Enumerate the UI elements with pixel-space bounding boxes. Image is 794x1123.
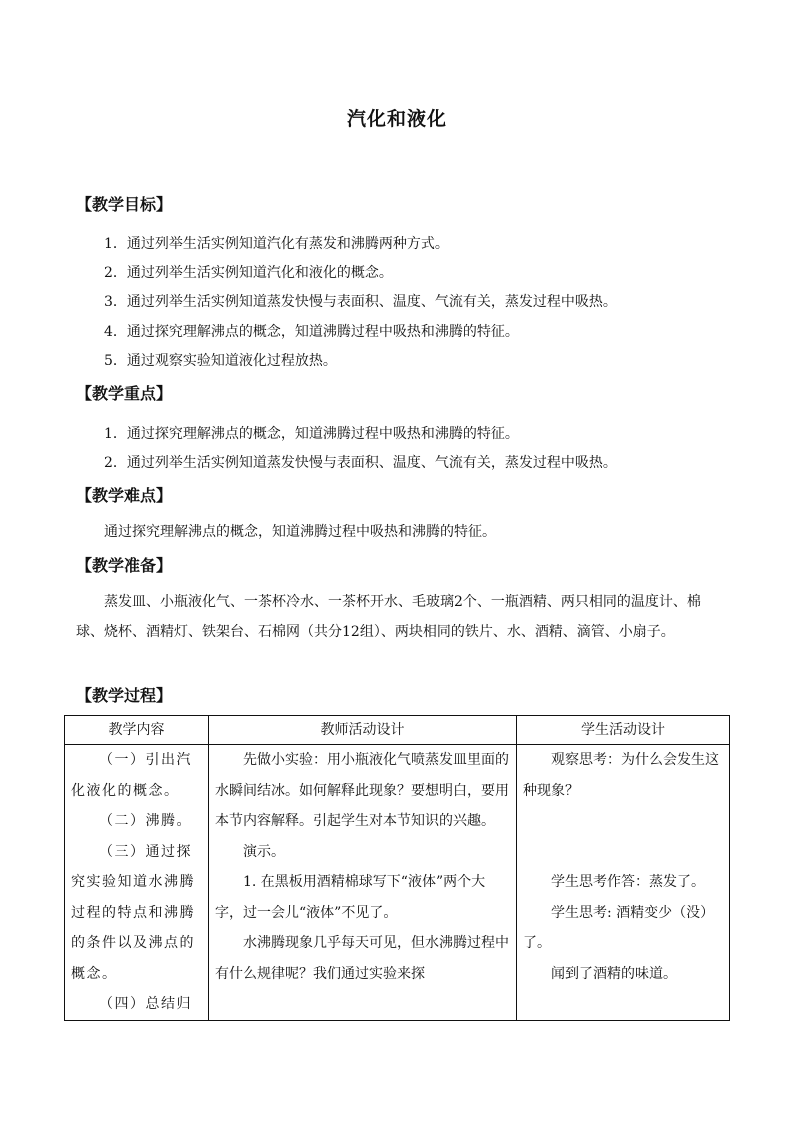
document-title: 汽化和液化 (346, 108, 447, 130)
objective-item: 3．通过列举生活实例知道蒸发快慢与表面积、温度、气流有关，蒸发过程中吸热。 (104, 294, 617, 310)
teacher-item: 1. 在黑板用酒精棉球写下“液体”两个大字，过一会儿“液体”不见了。 (215, 874, 486, 921)
difficulties-text: 通过探究理解沸点的概念，知道沸腾过程中吸热和沸腾的特征。 (104, 524, 496, 540)
content-cell (65, 745, 209, 1021)
student-item: 学生思考作答：蒸发了。 (551, 874, 705, 890)
key-points-heading: 【教学重点】 (76, 384, 173, 403)
objective-item: 1．通过列举生活实例知道汽化有蒸发和沸腾两种方式。 (104, 236, 449, 252)
student-item: 观察思考：为什么会发生这种现象？ (523, 752, 719, 799)
student-item: 闻到了酒精的味道。 (551, 965, 677, 982)
key-point-item: 1．通过探究理解沸点的概念，知道沸腾过程中吸热和沸腾的特征。 (104, 426, 519, 442)
student-item: 学生思考: 酒精变少（没）了。 (523, 904, 715, 951)
process-heading: 【教学过程】 (76, 686, 173, 705)
table-row (65, 745, 730, 1021)
preparation-heading: 【教学准备】 (76, 556, 173, 575)
teacher-item: 水沸腾现象几乎每天可见，但水沸腾过程中有什么规律呢？我们通过实验来探 (215, 935, 509, 982)
column-header-student: 学生活动设计 (517, 716, 730, 745)
content-item: （四）总结归 (99, 996, 192, 1012)
objective-item: 4．通过探究理解沸点的概念，知道沸腾过程中吸热和沸腾的特征。 (104, 324, 519, 340)
objective-item: 2．通过列举生活实例知道汽化和液化的概念。 (104, 265, 393, 281)
teacher-item: 演示。 (243, 843, 285, 860)
objective-item: 5．通过观察实验知道液化过程放热。 (104, 353, 337, 369)
preparation-text: 蒸发皿、小瓶液化气、一茶杯冷水、一茶杯开水、毛玻璃2个、一瓶酒精、两只相同的温度计、棉球、烧杯、酒精灯、铁架台、石棉网（共分12组）、两块相同的铁片、水、酒精、滴管、小扇子。 (76, 594, 701, 640)
student-spacer (523, 806, 723, 867)
student-cell (517, 745, 730, 1021)
process-table (64, 715, 730, 1021)
teacher-cell (209, 745, 517, 1021)
teacher-item: 先做小实验：用小瓶液化气喷蒸发皿里面的水瞬间结冰。如何解释此现象？要想明白，要用本节内容解释。引起学生对本节知识的兴趣。 (215, 752, 509, 829)
objectives-heading: 【教学目标】 (76, 195, 173, 214)
content-item: （一）引出汽化液化的概念。 (71, 752, 192, 799)
column-header-content: 教学内容 (65, 716, 209, 745)
content-item: （三）通过探究实验知道水沸腾过程的特点和沸腾的条件以及沸点的概念。 (71, 843, 195, 982)
key-point-item: 2．通过列举生活实例知道蒸发快慢与表面积、温度、气流有关，蒸发过程中吸热。 (104, 455, 617, 471)
table-header-row (65, 716, 730, 745)
column-header-teacher: 教师活动设计 (209, 716, 517, 745)
content-item: （二）沸腾。 (99, 813, 192, 829)
difficulties-heading: 【教学难点】 (76, 486, 173, 505)
